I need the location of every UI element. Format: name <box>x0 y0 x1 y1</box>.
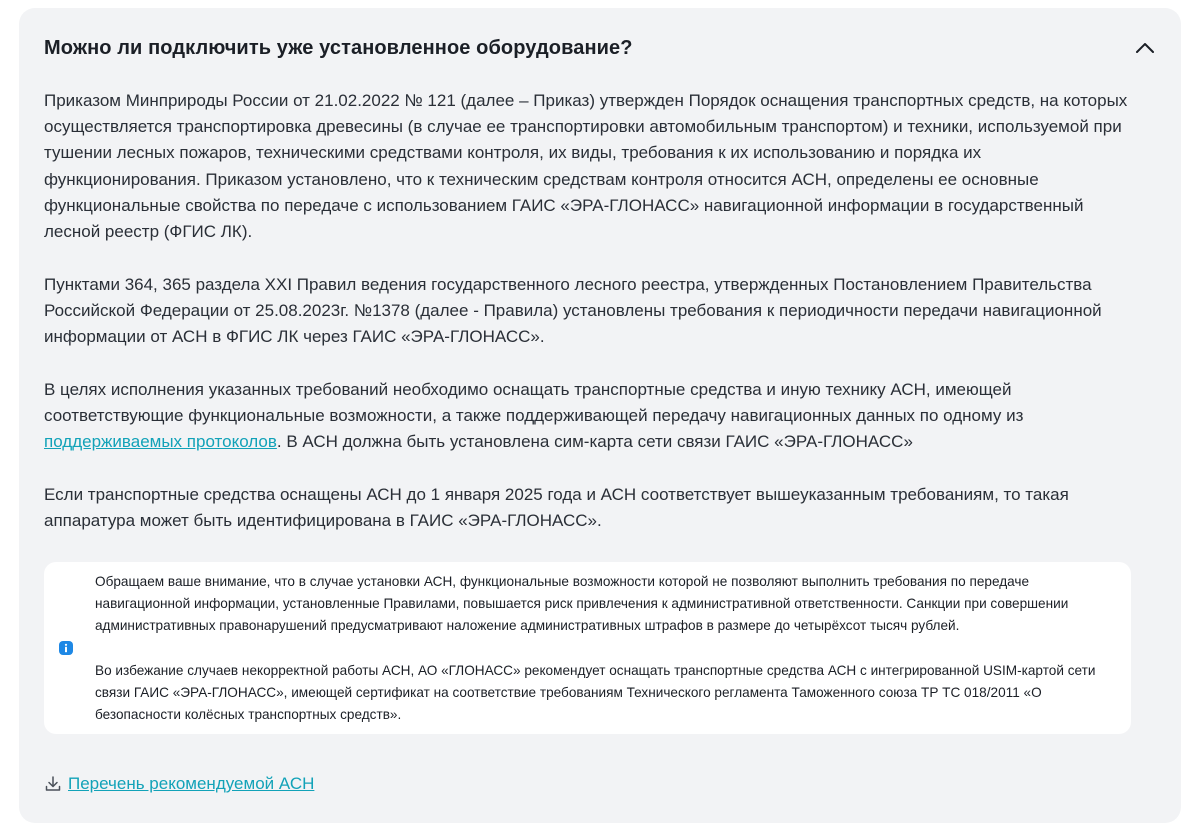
faq-answer <box>44 88 1134 561</box>
answer-paragraph-2: Пунктами 364, 365 раздела XXI Правил ведения государственного лесного реестра, утвержденных Постановлением Правительства Российской Федерации от 25.08.2023г. №1378 (далее - Правила) установлены требования к периодичности передачи навигационной информации от АСН в ФГИС ЛК через ГАИС «ЭРА-ГЛОНАСС». <box>44 274 1102 347</box>
faq-card <box>19 8 1181 823</box>
chevron-up-icon[interactable] <box>1134 38 1156 58</box>
answer-paragraph-3 <box>44 377 1134 456</box>
info-icon <box>59 641 73 655</box>
download-icon[interactable] <box>44 775 62 793</box>
notice-paragraph-2: Во избежание случаев некорректной работы АСН, АО «ГЛОНАСС» рекомендует оснащать транспортные средства АСН с интегрированной USIM-картой сети связи ГАИС «ЭРА-ГЛОНАСС», имеющей сертификат на соответствие требованиям Технического регламента Таможенного союза ТР ТС 018/2011 «О безопасности колёсных транспортных средств». <box>95 662 1096 723</box>
notice-text <box>95 571 1120 748</box>
faq-header[interactable] <box>44 34 1156 64</box>
notice-box <box>44 562 1131 734</box>
answer-paragraph-3-text-before: В целях исполнения указанных требований необходимо оснащать транспортные средства и иную технику АСН, имеющей соответствующие функциональные возможности, а также поддерживающей передачу навигационных данных по одному из <box>44 379 1024 426</box>
notice-paragraph-1: Обращаем ваше внимание, что в случае установки АСН, функциональные возможности которой не позволяют выполнить требования по передаче навигационной информации, установленные Правилами, повышается риск привлечения к административной ответственности. Санкции при совершении административных правонарушений предусматривают наложение административных штрафов в размере до четырёхсот тысяч рублей. <box>95 574 1069 634</box>
recommended-asn-list-link[interactable]: Перечень рекомендуемой АСН <box>68 774 315 793</box>
answer-paragraph-4: Если транспортные средства оснащены АСН до 1 января 2025 года и АСН соответствует вышеуказанным требованиям, то такая аппаратура может быть идентифицирована в ГАИС «ЭРА-ГЛОНАСС». <box>44 484 1069 531</box>
supported-protocols-link[interactable]: поддерживаемых протоколов <box>44 432 277 452</box>
answer-paragraph-1: Приказом Минприроды России от 21.02.2022 № 121 (далее – Приказ) утвержден Порядок оснащения транспортных средств, на которых осуществляется транспортировка древесины (в случае ее транспортировки автомобильным транспортом) и техники, используемой при тушении лесных пожаров, техническими средствами контроля, их виды, требования к их использованию и порядка их функционирования. Приказом установлено, что к техническим средствам контроля относится АСН, определены ее основные функциональные свойства по передаче с использованием ГАИС «ЭРА-ГЛОНАСС» навигационной информации в государственный лесной реестр (ФГИС ЛК). <box>44 91 1128 242</box>
download-link-row[interactable] <box>44 771 314 797</box>
answer-paragraph-3-text-after: . В АСН должна быть установлена сим-карта сети связи ГАИС «ЭРА-ГЛОНАСС» <box>276 432 913 452</box>
faq-question-title: Можно ли подключить уже установленное оборудование? <box>44 37 633 59</box>
